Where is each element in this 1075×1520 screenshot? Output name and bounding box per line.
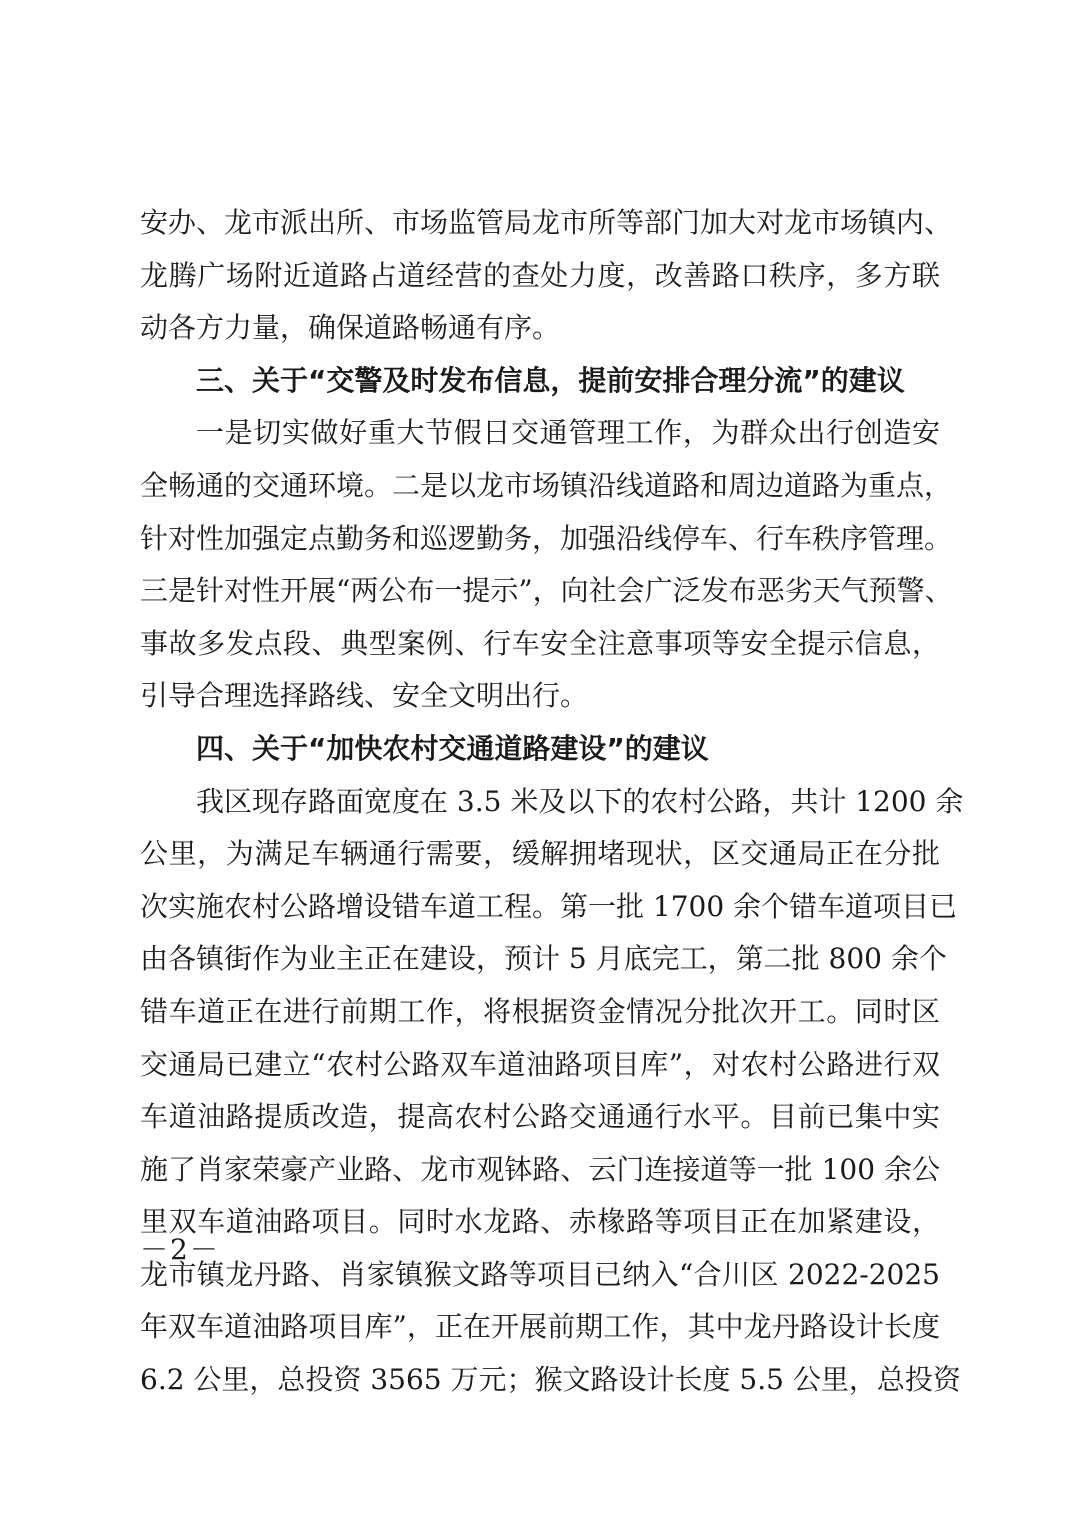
heading-line: 三、关于“交警及时发布信息，提前安排合理分流”的建议 — [196, 363, 905, 397]
text-line: 一是切实做好重大节假日交通管理工作，为群众出行创造安 — [196, 416, 940, 450]
text-line: 三是针对性开展“两公布一提示”，向社会广泛发布恶劣天气预警、 — [140, 574, 953, 608]
document-body — [140, 197, 964, 1407]
text-line: 公里，为满足车辆通行需要，缓解拥堵现状，区交通局正在分批 — [140, 837, 940, 871]
text-line: 我区现存路面宽度在 3.5 米及以下的农村公路，共计 1200 余 — [196, 784, 964, 818]
text-line: 车道油路提质改造，提高农村公路交通通行水平。目前已集中实 — [140, 1100, 940, 1134]
section-heading — [140, 355, 940, 408]
section-heading — [140, 723, 940, 776]
text-line: 龙腾广场附近道路占道经营的查处力度，改善路口秩序，多方联 — [140, 258, 940, 292]
text-line: 全畅通的交通环境。二是以龙市场镇沿线道路和周边道路为重点， — [140, 468, 953, 502]
heading-line: 四、关于“加快农村交通道路建设”的建议 — [196, 731, 709, 765]
paragraph — [140, 776, 964, 1407]
text-line: 事故多发点段、典型案例、行车安全注意事项等安全提示信息， — [140, 626, 940, 660]
text-line: 施了肖家荣豪产业路、龙市观钵路、云门连接道等一批 100 余公 — [140, 1152, 940, 1186]
text-line: 针对性加强定点勤务和巡逻勤务，加强沿线停车、行车秩序管理。 — [140, 521, 953, 555]
text-line: 交通局已建立“农村公路双车道油路项目库”，对农村公路进行双 — [140, 1047, 940, 1081]
text-line: 龙市镇龙丹路、肖家镇猴文路等项目已纳入“合川区 2022-2025 — [140, 1257, 940, 1291]
text-line: 安办、龙市派出所、市场监管局龙市所等部门加大对龙市场镇内、 — [140, 206, 953, 239]
text-line: 年双车道油路项目库”，正在开展前期工作，其中龙丹路设计长度 — [140, 1310, 940, 1344]
paragraph — [140, 407, 953, 723]
text-line: 由各镇街作为业主正在建设，预计 5 月底完工，第二批 800 余个 — [140, 942, 947, 976]
text-line: 引导合理选择路线、安全文明出行。 — [140, 679, 589, 713]
text-line: 6.2 公里，总投资 3565 万元；猴文路设计长度 5.5 公里，总投资 — [140, 1363, 961, 1397]
text-line: 里双车道油路项目。同时水龙路、赤椽路等项目正在加紧建设， — [140, 1205, 940, 1239]
text-line: 错车道正在进行前期工作，将根据资金情况分批次开工。同时区 — [140, 994, 940, 1028]
text-line: 动各方力量，确保道路畅通有序。 — [140, 311, 561, 345]
page-number: －2－ — [140, 1233, 220, 1266]
paragraph — [140, 197, 953, 355]
text-line: 次实施农村公路增设错车道工程。第一批 1700 余个错车道项目已 — [140, 889, 958, 923]
